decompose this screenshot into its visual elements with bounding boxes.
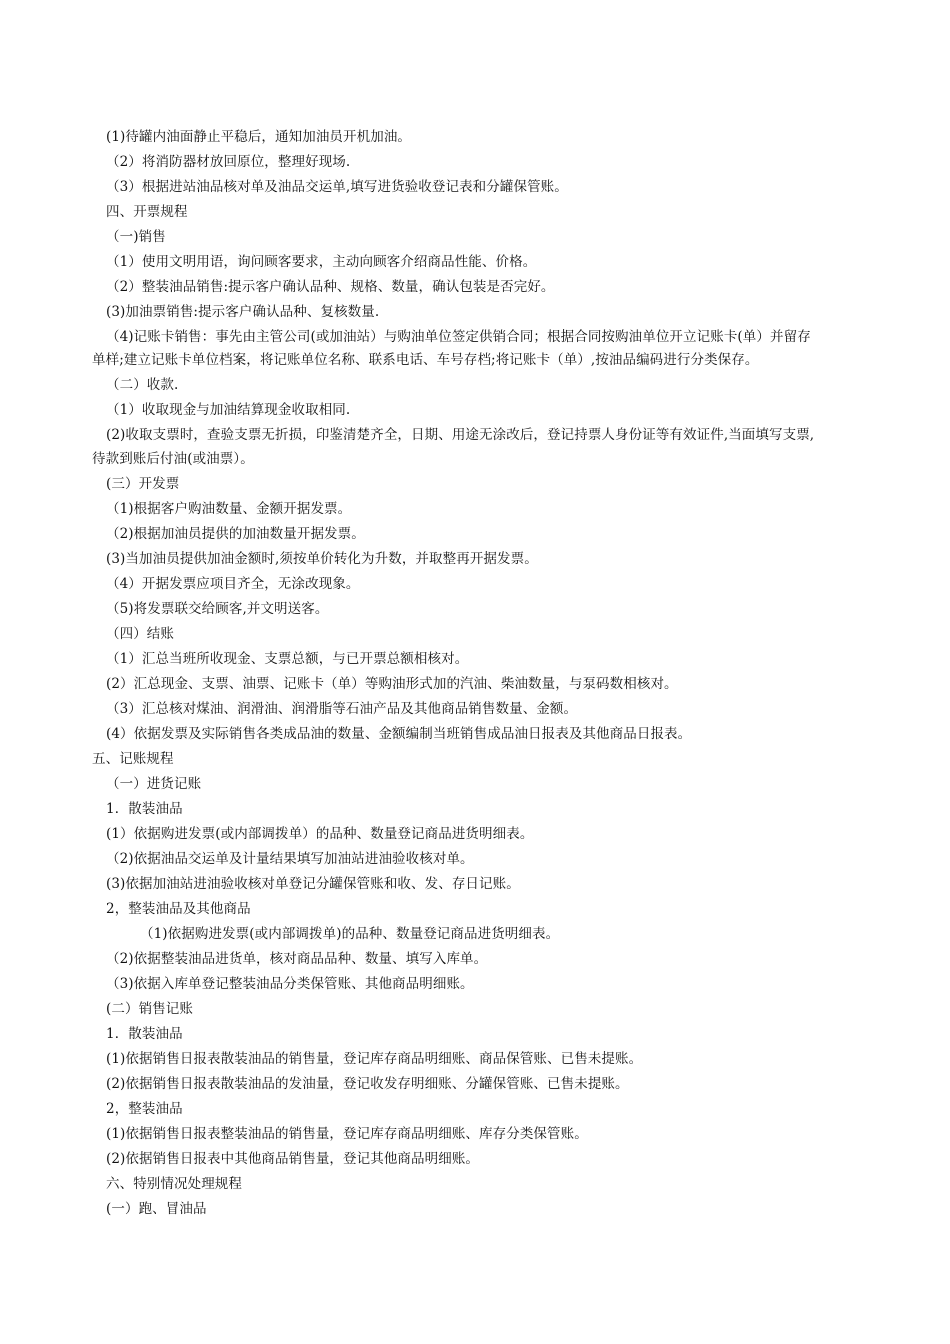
text-line: (4）依据发票及实际销售各类成品油的数量、金额编制当班销售成品油日报表及其他商品日报表。 — [106, 726, 692, 742]
section-heading: 四、开票规程 — [106, 204, 188, 220]
text-line: (2)依据销售日报表散装油品的发油量，登记收发存明细账、分罐保管账、已售未提账。 — [106, 1076, 629, 1092]
text-line: （2）将消防器材放回原位，整理好现场. — [106, 154, 351, 170]
section-heading: 六、特别情况处理规程 — [106, 1176, 242, 1192]
text-line: 1．散装油品 — [106, 1026, 183, 1042]
subsection-heading: （一）进货记账 — [106, 776, 202, 792]
text-line: (1)依据销售日报表散装油品的销售量，登记库存商品明细账、商品保管账、已售未提账。 — [106, 1051, 643, 1067]
subsection-heading: （四）结账 — [106, 626, 174, 642]
subsection-heading: (二）销售记账 — [106, 1001, 193, 1017]
subsection-heading: (一）跑、冒油品 — [106, 1201, 207, 1217]
text-line: (3)依据加油站进油验收核对单登记分罐保管账和收、发、存日记账。 — [106, 876, 520, 892]
text-line: （2)依据油品交运单及计量结果填写加油站进油验收核对单。 — [106, 851, 474, 867]
text-line: （3)依据入库单登记整装油品分类保管账、其他商品明细账。 — [106, 976, 474, 992]
text-line: （1）使用文明用语，询问顾客要求，主动向顾客介绍商品性能、价格。 — [106, 254, 537, 270]
text-line: （2)根据加油员提供的加油数量开据发票。 — [106, 526, 365, 542]
text-line: (2)收取支票时，查验支票无折损，印鉴清楚齐全，日期、用途无涂改后，登记持票人身份证等有效证件,当面填写支票, — [106, 427, 815, 443]
text-line: (3)当加油员提供加油金额时,须按单价转化为升数，并取整再开据发票。 — [106, 551, 538, 567]
text-line: （3）根据进站油品核对单及油品交运单,填写进货验收登记表和分罐保管账。 — [106, 179, 568, 195]
text-line: (2)依据销售日报表中其他商品销售量，登记其他商品明细账。 — [106, 1151, 480, 1167]
text-line: 2，整装油品及其他商品 — [106, 901, 251, 917]
subsection-heading: （二）收款. — [106, 377, 179, 393]
text-line: 待款到账后付油(或油票）。 — [92, 451, 254, 467]
text-line: (3)加油票销售:提示客户确认品种、复核数量. — [106, 304, 380, 320]
text-line: （1）收取现金与加油结算现金收取相同. — [106, 402, 351, 418]
text-line: （4)记账卡销售：事先由主管公司(或加油站）与购油单位签定供销合同；根据合同按购油单位开立记账卡(单）并留存 — [106, 329, 811, 345]
text-line: （2）整装油品销售:提示客户确认品种、规格、数量，确认包装是否完好。 — [106, 279, 555, 295]
text-line: （3）汇总核对煤油、润滑油、润滑脂等石油产品及其他商品销售数量、金额。 — [106, 701, 578, 717]
text-line: (1)依据销售日报表整装油品的销售量，登记库存商品明细账、库存分类保管账。 — [106, 1126, 588, 1142]
subsection-heading: (三）开发票 — [106, 476, 180, 492]
text-line: （1）汇总当班所收现金、支票总额，与已开票总额相核对。 — [106, 651, 469, 667]
section-heading: 五、记账规程 — [92, 751, 174, 767]
text-line: 1．散装油品 — [106, 801, 183, 817]
text-line: (2）汇总现金、支票、油票、记账卡（单）等购油形式加的汽油、柴油数量，与泵码数相核对。 — [106, 676, 678, 692]
text-line: (1）依据购进发票(或内部调拨单）的品种、数量登记商品进货明细表。 — [106, 826, 534, 842]
text-line: （1)根据客户购油数量、金额开据发票。 — [106, 501, 352, 517]
text-line: （5)将发票联交给顾客,并文明送客。 — [106, 601, 329, 617]
text-line: (1)待罐内油面静止平稳后，通知加油员开机加油。 — [106, 129, 412, 145]
text-line: （2)依据整装油品进货单，核对商品品种、数量、填写入库单。 — [106, 951, 488, 967]
text-line: （4）开据发票应项目齐全，无涂改现象。 — [106, 576, 360, 592]
subsection-heading: （一)销售 — [106, 229, 166, 245]
text-line: 2，整装油品 — [106, 1101, 183, 1117]
text-line: （1)依据购进发票(或内部调拨单)的品种、数量登记商品进货明细表。 — [140, 926, 560, 942]
text-line: 单样;建立记账卡单位档案，将记账单位名称、联系电话、车号存档;将记账卡（单）,按油品编码进行分类保存。 — [92, 352, 759, 368]
